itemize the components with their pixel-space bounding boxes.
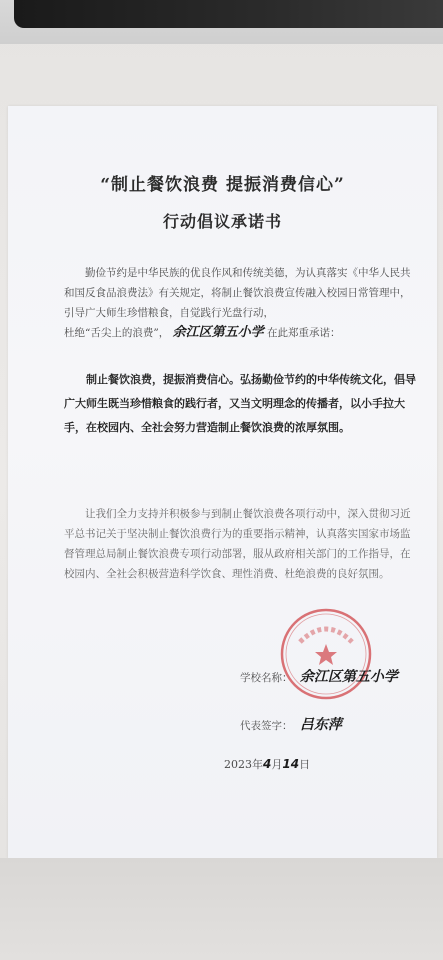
date-month: 4 [263, 757, 272, 771]
document-title: “制止餐饮浪费 提振消费信心” [100, 175, 345, 195]
representative-row [240, 714, 342, 734]
background-bottom [0, 858, 443, 960]
date-day: 14 [282, 757, 300, 771]
date-year: 2023年 [224, 758, 263, 771]
dark-band [14, 0, 443, 28]
handwritten-school-name: 余江区第五小学 [172, 325, 264, 340]
school-name-label: 学校名称： [240, 672, 293, 684]
representative-signature: 吕东萍 [299, 717, 342, 733]
intro-last-line-suffix: 在此郑重承诺： [266, 327, 341, 339]
date-day-unit: 日 [299, 758, 311, 771]
paragraph-action: 让我们全力支持并积极参与到制止餐饮浪费各项行动中，深入贯彻习近平总书记关于坚决制止餐饮浪费行为的重要指示精神，认真落实国家市场监督管理总局制止餐饮浪费专项行动部署，服从政府相关部门的工作指导，在校园内、全社会积极营造科学饮食、理性消费、杜绝浪费的良好氛围。 [64, 508, 411, 580]
background-top-object [0, 0, 443, 44]
document-sheet [8, 106, 437, 858]
intro-last-line [64, 323, 416, 343]
paragraph-intro: 勤俭节约是中华民族的优良作风和传统美德，为认真落实《中华人民共和国反食品浪费法》有关规定，将制止餐饮浪费宣传融入校园日常管理中，引导广大师生珍惜粮食，自觉践行光盘行动， [64, 267, 411, 319]
school-name-signature: 余江区第五小学 [299, 669, 398, 685]
document-subtitle: 行动倡议承诺书 [162, 212, 282, 231]
school-name-row [240, 666, 398, 686]
paragraph-commitment: 制止餐饮浪费，提振消费信心。弘扬勤俭节约的中华传统文化，倡导广大师生既当珍惜粮食的践行者，又当文明理念的传播者，以小手拉大手，在校园内、全社会努力营造制止餐饮浪费的浓厚氛围。 [64, 373, 416, 434]
representative-label: 代表签字： [240, 720, 293, 732]
signing-date [224, 756, 310, 772]
date-month-unit: 月 [271, 758, 283, 771]
intro-last-line-prefix: 杜绝“舌尖上的浪费”， [64, 327, 170, 339]
official-seal-stamp [278, 606, 374, 702]
